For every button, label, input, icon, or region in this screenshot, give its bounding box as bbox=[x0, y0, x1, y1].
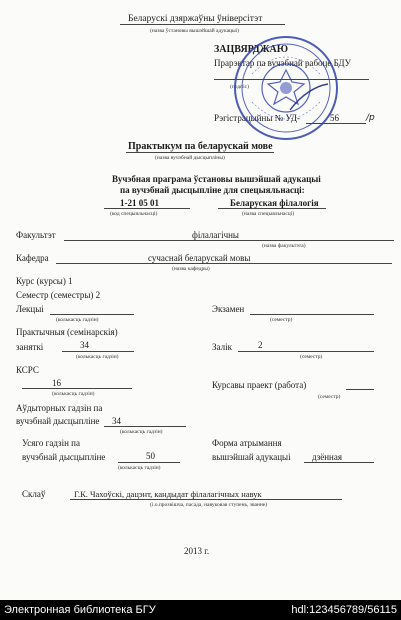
author-value: Г.К. Чахоўскі, дацэнт, кандыдат філалагічных навук bbox=[74, 489, 262, 499]
registration-suffix: /р bbox=[366, 113, 375, 123]
exam-label: Экзамен bbox=[212, 304, 245, 314]
approve-title: ЗАЦВЯРДЖАЮ bbox=[214, 44, 288, 55]
aud-value: 34 bbox=[112, 416, 121, 426]
credit-note: (семестр) bbox=[300, 354, 323, 360]
rule bbox=[218, 208, 326, 209]
spec-name: Беларуская філалогія bbox=[230, 198, 319, 208]
course: Курс (курсы) 1 bbox=[16, 276, 73, 286]
aud-label-line-2: вучэбнай дысцыпліне bbox=[16, 416, 100, 426]
semester: Семестр (семестры) 2 bbox=[16, 290, 101, 300]
handle-id: hdl:123456789/56115 bbox=[291, 604, 397, 616]
aud-label-line-1: Аўдыторных гадзін па bbox=[16, 403, 103, 413]
rule bbox=[104, 208, 190, 209]
document-year: 2013 г. bbox=[184, 546, 210, 556]
practical-label: Практычныя (семінарскія) bbox=[16, 327, 118, 337]
spec-name-note: (назва спецыяльнасці) bbox=[242, 211, 295, 217]
faculty-value: філалагічны bbox=[192, 230, 239, 240]
library-footer bbox=[0, 600, 401, 620]
spec-code-note: (код спецыяльнасці) bbox=[110, 211, 158, 217]
coursework-label: Курсавы праект (работа) bbox=[212, 380, 307, 390]
rule bbox=[50, 314, 134, 315]
rule bbox=[62, 351, 134, 352]
lessons-note: (колькасць гадзін) bbox=[76, 354, 119, 360]
rule bbox=[104, 426, 186, 427]
ksr-note: (колькасць гадзін) bbox=[52, 391, 95, 397]
rule bbox=[120, 24, 285, 25]
rule bbox=[64, 240, 394, 241]
credit-label: Залік bbox=[212, 342, 232, 352]
rule bbox=[118, 462, 180, 463]
rule bbox=[126, 152, 274, 153]
department-label: Кафедра bbox=[16, 253, 49, 263]
department-value: сучаснай беларускай мовы bbox=[148, 253, 251, 263]
university-name: Беларускі дзяржаўны ўніверсітэт bbox=[128, 14, 263, 24]
lectures-note: (колькасць гадзін) bbox=[56, 317, 99, 323]
faculty-note: (назва факультэта) bbox=[262, 243, 306, 249]
rule bbox=[56, 263, 392, 264]
author-note: (і.о.прозвішча, пасада, навуковая ступень, званне) bbox=[150, 502, 268, 508]
credit-value: 2 bbox=[258, 340, 263, 350]
aud-note: (колькасць гадзін) bbox=[120, 429, 163, 435]
rule bbox=[304, 462, 374, 463]
total-note: (колькасць гадзін) bbox=[118, 465, 161, 471]
subject-title: Практыкум па беларускай мове bbox=[128, 141, 273, 152]
form-value: дзённая bbox=[312, 452, 343, 462]
author-label: Склаў bbox=[22, 489, 46, 499]
rule bbox=[22, 388, 132, 389]
library-name: Электронная библиотека БГУ bbox=[4, 604, 156, 616]
total-label-line-1: Усяго гадзін па bbox=[22, 438, 80, 448]
faculty-label: Факультэт bbox=[16, 230, 56, 240]
official-seal-icon bbox=[232, 34, 340, 142]
spec-code: 1-21 05 01 bbox=[120, 198, 159, 208]
form-label-line-1: Форма атрымання bbox=[212, 438, 282, 448]
registration-number: 56 bbox=[330, 113, 339, 123]
total-label-line-2: вучэбнай дысцыпліне bbox=[22, 452, 106, 462]
exam-note: (семестр) bbox=[270, 317, 293, 323]
lessons-label: заняткі bbox=[16, 342, 44, 352]
coursework-note: (семестр) bbox=[318, 394, 341, 400]
lessons-value: 34 bbox=[80, 340, 89, 350]
program-line-2: па вучэбнай дысцыпліне для спецыяльнасці: bbox=[120, 185, 305, 195]
rule bbox=[250, 314, 374, 315]
ksr-value: 16 bbox=[52, 378, 61, 388]
subject-note: (назва вучэбнай дысцыпліны) bbox=[155, 155, 225, 161]
department-note: (назва кафедры) bbox=[172, 266, 210, 272]
approve-position: Прарэктар па вучэбнай рабоце БДУ bbox=[214, 58, 352, 68]
rule bbox=[238, 351, 374, 352]
rule bbox=[346, 389, 374, 390]
lectures-label: Лекцыі bbox=[16, 304, 44, 314]
registration-label: Рэгістрацыйны № УД- bbox=[214, 113, 301, 123]
signature-note: (подпіс) bbox=[230, 84, 249, 90]
university-note: (назва ўстановы вышэйшай адукацыі) bbox=[150, 28, 240, 34]
program-line-1: Вучэбная праграма ўстановы вышэйшай адукацыі bbox=[112, 174, 321, 184]
rule bbox=[70, 499, 342, 500]
form-label-line-2: вышэйшай адукацыі bbox=[212, 452, 291, 462]
total-value: 50 bbox=[146, 451, 155, 461]
ksr-label: КСРС bbox=[16, 365, 39, 375]
